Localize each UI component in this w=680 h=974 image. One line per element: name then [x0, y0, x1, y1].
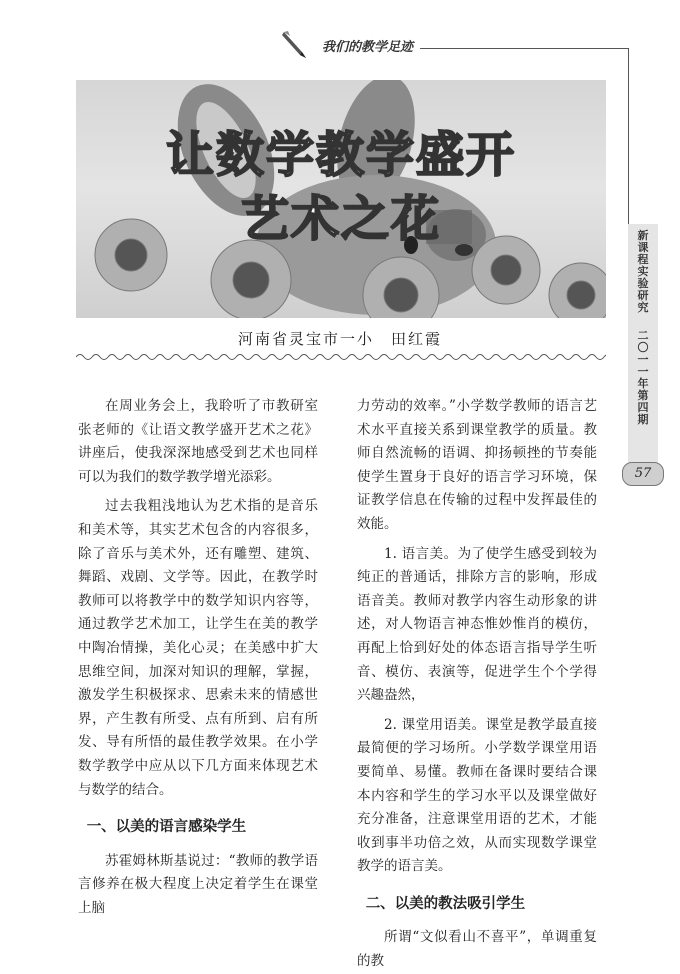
paragraph: 过去我粗浅地认为艺术指的是音乐和美术等，其实艺术包含的内容很多，除了音乐与美术外，还有雕塑、建筑、舞蹈、戏剧、文学等。因此，在教学时教师可以将教学中的数学知识内容等，通过教学艺术加工，让学生在美的教学中陶冶情操，美化心灵；在美感中扩大思维空间，加深对知识的理解，掌握，激发学生积极探求、思索未来的情感世界，产生教有所受、点有所到、启有所发、导有所悟的最佳教学效果。在小学数学教学中应从以下几方面来体现艺术与数学的结合。 [78, 498, 318, 798]
section-title: 我们的教学足迹 [322, 40, 414, 55]
title-banner [76, 80, 606, 318]
header-rule [420, 48, 618, 49]
left-column [78, 395, 318, 920]
paragraph: 2. 课堂用语美。课堂是教学最直接最简便的学习场所。小学数学课堂用语要简单、易懂。教师在备课时要结合课本内容和学生的学习水平以及课堂做好充分准备，注意课堂用语的艺术，才能收到事半功倍之效，从而实现数学课堂教学的语言美。 [357, 716, 597, 875]
paragraph: 1. 语言美。为了使学生感受到较为纯正的普通话，排除方言的影响，形成语音美。教师对教学内容生动形象的讲述，对人物语言神态惟妙惟肖的模仿，再配上恰到好处的体态语言指导学生听音、模仿、表演等，促进学生个个学得兴趣盎然， [357, 545, 597, 704]
right-column [357, 395, 597, 974]
paragraph: 所谓“文似看山不喜平”，单调重复的教 [357, 929, 597, 970]
banner-title-line1: 让数学教学盛开 [165, 127, 516, 183]
paragraph: 在周业务会上，我聆听了市教研室张老师的《让语文教学盛开艺术之花》讲座后，使我深深地感受到艺术也同样可以为我们的数学教学增光添彩。 [78, 398, 318, 485]
side-tab-issue: 二〇一一年第四期 [637, 329, 649, 426]
section-heading-2: 二、以美的教法吸引学生 [365, 895, 526, 912]
section-heading-1: 一、以美的语言感染学生 [86, 819, 247, 836]
paragraph: 力劳动的效率。”小学数学教师的语言艺术水平直接关系到课堂教学的质量。教师自然流畅的语调、抑扬顿挫的节奏能使学生置身于良好的语言学习环境，保证教学信息在传输的过程中发挥最佳的效能。 [357, 398, 597, 532]
side-tab-journal: 新课程实验研究 [637, 229, 649, 314]
wavy-divider [76, 352, 606, 362]
page-number: 57 [622, 462, 664, 486]
pen-icon [280, 30, 312, 60]
paragraph: 苏霍姆林斯基说过：“教师的教学语言修养在极大程度上决定着学生在课堂上脑 [78, 852, 318, 916]
banner-title-line2: 艺术之花 [240, 191, 441, 247]
running-header [280, 30, 640, 60]
author-line: 河南省灵宝市一小 田红霞 [237, 330, 442, 348]
